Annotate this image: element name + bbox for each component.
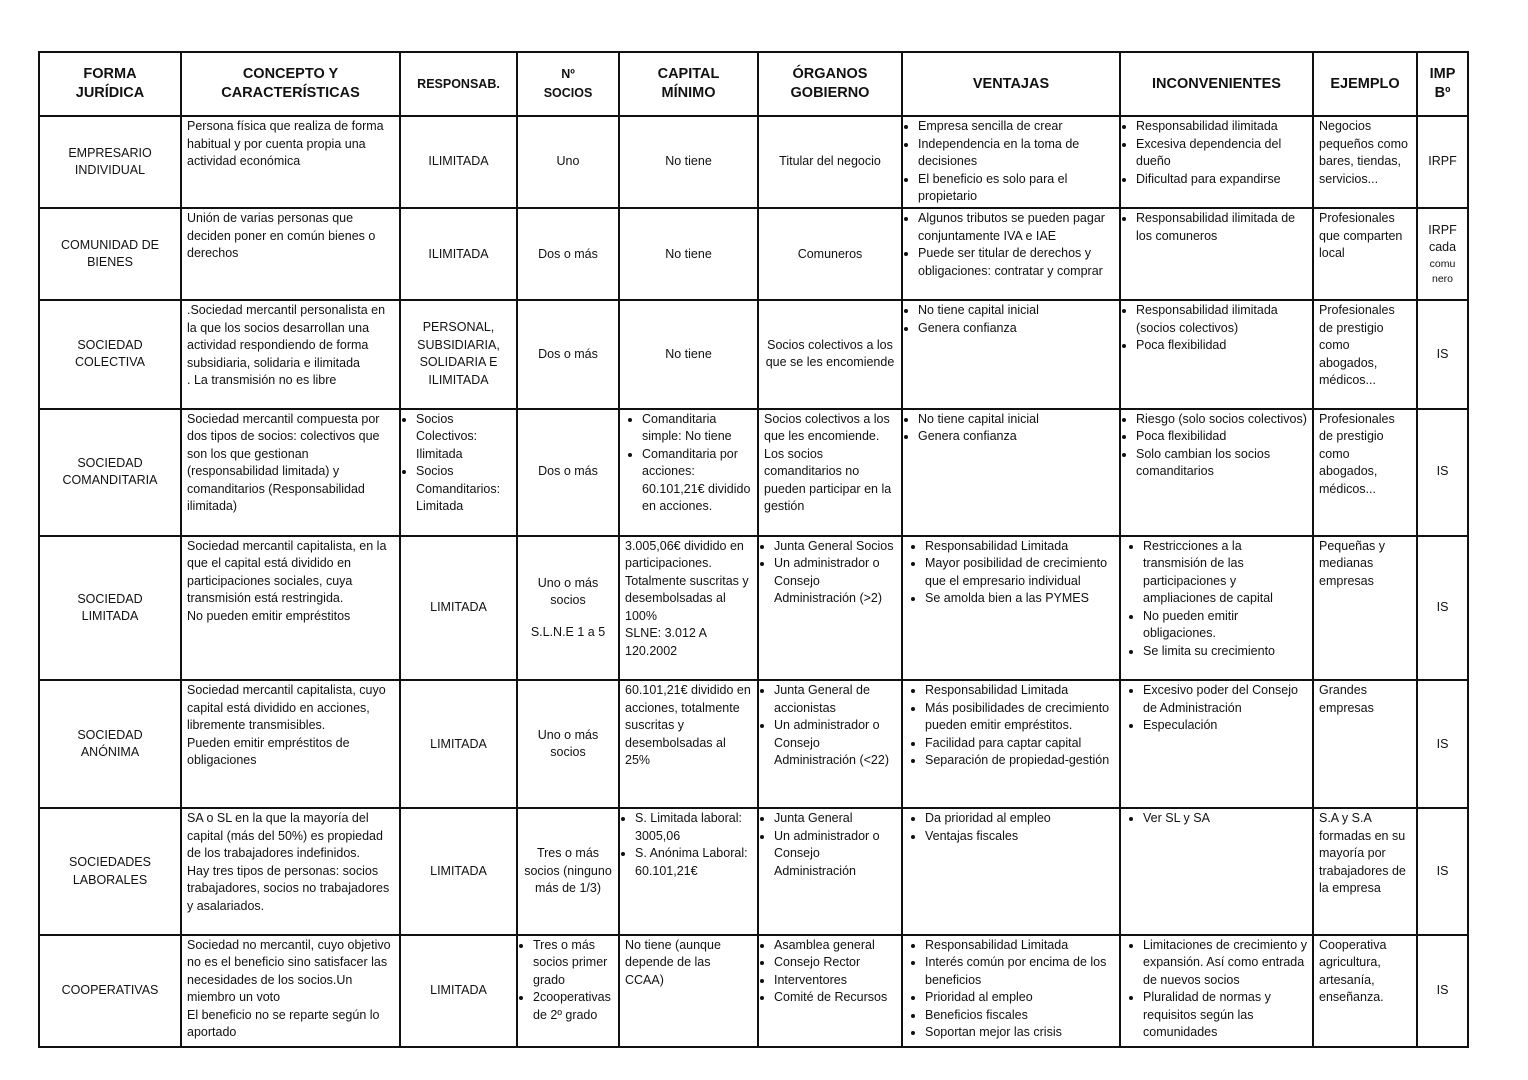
- list-item: • Riesgo (solo socios colectivos): [1136, 411, 1307, 429]
- header-capital: CAPITAL MÍNIMO: [619, 52, 758, 116]
- row-inconvenientes: [1120, 680, 1313, 808]
- row-capital: No tiene: [619, 116, 758, 208]
- list-item: • El beneficio es solo para el propietario: [918, 171, 1114, 206]
- list-item: • Comité de Recursos: [774, 989, 896, 1007]
- row-ejemplo: Profesionales que comparten local: [1313, 208, 1417, 300]
- row-capital: 60.101,21€ dividido en acciones, totalmente suscritas y desembolsadas al 25%: [619, 680, 758, 808]
- row-ventajas: [902, 680, 1120, 808]
- list-item: • Interventores: [774, 972, 896, 990]
- list-item: • Comanditaria por acciones: 60.101,21€ dividido en acciones.: [642, 446, 752, 516]
- table-row: [39, 808, 1468, 934]
- list-item: • Beneficios fiscales: [925, 1007, 1114, 1025]
- list-item: • Responsabilidad ilimitada: [1136, 118, 1307, 136]
- row-capital: [619, 808, 758, 934]
- row-forma: SOCIEDAD COLECTIVA: [39, 300, 181, 408]
- list-item: • Puede ser titular de derechos y obligaciones: contratar y comprar: [918, 245, 1114, 280]
- row-responsab: ILIMITADA: [400, 208, 517, 300]
- list-item: • Interés común por encima de los beneficios: [925, 954, 1114, 989]
- row-ventajas: [902, 208, 1120, 300]
- socios-value: Uno o más socios: [537, 575, 599, 608]
- row-ejemplo: Negocios pequeños como bares, tiendas, servicios...: [1313, 116, 1417, 208]
- row-ejemplo: Grandes empresas: [1313, 680, 1417, 808]
- row-forma: EMPRESARIO INDIVIDUAL: [39, 116, 181, 208]
- row-imp: IRPF: [1417, 116, 1468, 208]
- row-socios: Uno o más socios: [517, 680, 619, 808]
- list-item: • Genera confianza: [918, 428, 1114, 446]
- row-capital: [619, 409, 758, 536]
- list-item: • Prioridad al empleo: [925, 989, 1114, 1007]
- row-inconvenientes: [1120, 300, 1313, 408]
- list-item: • Independencia en la toma de decisiones: [918, 136, 1114, 171]
- list-item: • Facilidad para captar capital: [925, 735, 1114, 753]
- list-item: • S. Limitada laboral: 3005,06: [635, 810, 752, 845]
- imp-main: IRPF cada: [1428, 222, 1457, 255]
- list-item: • Tres o más socios primer grado: [533, 937, 613, 990]
- row-imp: IS: [1417, 409, 1468, 536]
- header-ventajas: VENTAJAS: [902, 52, 1120, 116]
- list-item: • 2cooperativas de 2º grado: [533, 989, 613, 1024]
- row-inconvenientes: [1120, 935, 1313, 1047]
- row-concepto: Unión de varias personas que deciden poner en común bienes o derechos: [181, 208, 400, 300]
- row-organos: [758, 808, 902, 934]
- row-concepto: SA o SL en la que la mayoría del capital (más del 50%) es propiedad de los trabajadores indefinidos. Hay tres tipos de personas: socios trabajadores, socios no trabajadores y asalariados.: [181, 808, 400, 934]
- list-item: • Ventajas fiscales: [925, 828, 1114, 846]
- row-organos: Titular del negocio: [758, 116, 902, 208]
- list-item: • Socios Comanditarios: Limitada: [416, 463, 511, 516]
- list-item: • Junta General de accionistas: [774, 682, 896, 717]
- list-item: • Junta General Socios: [774, 538, 896, 556]
- table-row: [39, 536, 1468, 680]
- row-imp: IS: [1417, 300, 1468, 408]
- row-inconvenientes: [1120, 208, 1313, 300]
- list-item: • No tiene capital inicial: [918, 411, 1114, 429]
- row-imp: [1417, 208, 1468, 300]
- header-responsab: RESPONSAB.: [400, 52, 517, 116]
- list-item: • Junta General: [774, 810, 896, 828]
- row-responsab: LIMITADA: [400, 808, 517, 934]
- row-ejemplo: Profesionales de prestigio como abogados, médicos...: [1313, 300, 1417, 408]
- row-concepto: Sociedad mercantil compuesta por dos tipos de socios: colectivos que son los que gestionan (responsabilidad limitada) y comanditarios (Responsabilidad ilimitada): [181, 409, 400, 536]
- row-socios: Dos o más: [517, 300, 619, 408]
- list-item: • Socios Colectivos: Ilimitada: [416, 411, 511, 464]
- list-item: • Separación de propiedad-gestión: [925, 752, 1114, 770]
- list-item: • Responsabilidad ilimitada (socios colectivos): [1136, 302, 1307, 337]
- header-inconvenientes: INCONVENIENTES: [1120, 52, 1313, 116]
- row-ejemplo: S.A y S.A formadas en su mayoría por trabajadores de la empresa: [1313, 808, 1417, 934]
- row-responsab: LIMITADA: [400, 536, 517, 680]
- row-organos: Socios colectivos a los que les encomiende. Los socios comanditarios no pueden participar en la gestión: [758, 409, 902, 536]
- imp-sub: comu nero: [1429, 257, 1456, 285]
- list-item: • Poca flexibilidad: [1136, 337, 1307, 355]
- row-ejemplo: Pequeñas y medianas empresas: [1313, 536, 1417, 680]
- list-item: • Más posibilidades de crecimiento pueden emitir empréstitos.: [925, 700, 1114, 735]
- row-capital: 3.005,06€ dividido en participaciones. Totalmente suscritas y desembolsadas al 100% SLNE: 3.012 A 120.2002: [619, 536, 758, 680]
- list-item: • Un administrador o Consejo Administración: [774, 828, 896, 881]
- header-forma: FORMA JURÍDICA: [39, 52, 181, 116]
- row-ventajas: [902, 409, 1120, 536]
- table-row: [39, 680, 1468, 808]
- list-item: • Poca flexibilidad: [1136, 428, 1307, 446]
- list-item: • Solo cambian los socios comanditarios: [1136, 446, 1307, 481]
- table-row: [39, 935, 1468, 1047]
- row-concepto: Persona física que realiza de forma habitual y por cuenta propia una actividad económica: [181, 116, 400, 208]
- table-row: [39, 409, 1468, 536]
- row-ventajas: [902, 935, 1120, 1047]
- row-socios: Tres o más socios (ninguno más de 1/3): [517, 808, 619, 934]
- list-item: • Responsabilidad Limitada: [925, 682, 1114, 700]
- list-item: • Da prioridad al empleo: [925, 810, 1114, 828]
- row-ventajas: [902, 536, 1120, 680]
- table-row: [39, 208, 1468, 300]
- row-inconvenientes: [1120, 808, 1313, 934]
- table-row: [39, 300, 1468, 408]
- list-item: • No pueden emitir obligaciones.: [1143, 608, 1307, 643]
- row-concepto: Sociedad mercantil capitalista, en la que el capital está dividido en participaciones sociales, cuya transmisión está restringida. No pueden emitir empréstitos: [181, 536, 400, 680]
- list-item: • Responsabilidad ilimitada de los comuneros: [1136, 210, 1307, 245]
- row-responsab: LIMITADA: [400, 935, 517, 1047]
- list-item: • Responsabilidad Limitada: [925, 937, 1114, 955]
- table-row: [39, 116, 1468, 208]
- row-ventajas: [902, 300, 1120, 408]
- row-forma: COOPERATIVAS: [39, 935, 181, 1047]
- header-row: [39, 52, 1468, 116]
- row-socios: Dos o más: [517, 409, 619, 536]
- list-item: • Comanditaria simple: No tiene: [642, 411, 752, 446]
- row-concepto: Sociedad no mercantil, cuyo objetivo no es el beneficio sino satisfacer las necesidades de los socios.Un miembro un voto El beneficio no se reparte según lo aportado: [181, 935, 400, 1047]
- list-item: • Consejo Rector: [774, 954, 896, 972]
- header-organos: ÓRGANOS GOBIERNO: [758, 52, 902, 116]
- row-responsab: LIMITADA: [400, 680, 517, 808]
- list-item: • Genera confianza: [918, 320, 1114, 338]
- row-inconvenientes: [1120, 536, 1313, 680]
- row-capital: No tiene: [619, 300, 758, 408]
- row-inconvenientes: [1120, 116, 1313, 208]
- row-ejemplo: Cooperativa agricultura, artesanía, enseñanza.: [1313, 935, 1417, 1047]
- row-concepto: Sociedad mercantil capitalista, cuyo capital está dividido en acciones, libremente transmisibles. Pueden emitir empréstitos de obligaciones: [181, 680, 400, 808]
- list-item: • Se amolda bien a las PYMES: [925, 590, 1114, 608]
- header-ejemplo: EJEMPLO: [1313, 52, 1417, 116]
- row-forma: SOCIEDAD COMANDITARIA: [39, 409, 181, 536]
- row-ventajas: [902, 116, 1120, 208]
- row-socios: [517, 935, 619, 1047]
- row-capital: No tiene: [619, 208, 758, 300]
- row-capital: No tiene (aunque depende de las CCAA): [619, 935, 758, 1047]
- header-socios: Nº SOCIOS: [517, 52, 619, 116]
- list-item: • Mayor posibilidad de crecimiento que el empresario individual: [925, 555, 1114, 590]
- legal-forms-table: [38, 51, 1469, 1048]
- list-item: • Asamblea general: [774, 937, 896, 955]
- row-forma: SOCIEDADES LABORALES: [39, 808, 181, 934]
- socios-extra: S.L.N.E 1 a 5: [530, 624, 606, 639]
- list-item: • Especulación: [1143, 717, 1307, 735]
- list-item: • Responsabilidad Limitada: [925, 538, 1114, 556]
- row-socios: Dos o más: [517, 208, 619, 300]
- header-concepto: CONCEPTO Y CARACTERÍSTICAS: [181, 52, 400, 116]
- row-imp: IS: [1417, 536, 1468, 680]
- list-item: • Algunos tributos se pueden pagar conjuntamente IVA e IAE: [918, 210, 1114, 245]
- row-socios: [517, 536, 619, 680]
- list-item: • Limitaciones de crecimiento y expansión. Así como entrada de nuevos socios: [1143, 937, 1307, 990]
- list-item: • No tiene capital inicial: [918, 302, 1114, 320]
- list-item: • Excesiva dependencia del dueño: [1136, 136, 1307, 171]
- list-item: • Soportan mejor las crisis: [925, 1024, 1114, 1042]
- row-organos: Socios colectivos a los que se les encomiende: [758, 300, 902, 408]
- list-item: • Ver SL y SA: [1143, 810, 1307, 828]
- row-imp: IS: [1417, 808, 1468, 934]
- row-organos: Comuneros: [758, 208, 902, 300]
- row-socios: Uno: [517, 116, 619, 208]
- row-ventajas: [902, 808, 1120, 934]
- row-imp: IS: [1417, 935, 1468, 1047]
- row-forma: SOCIEDAD ANÓNIMA: [39, 680, 181, 808]
- row-responsab: [400, 409, 517, 536]
- list-item: • Dificultad para expandirse: [1136, 171, 1307, 189]
- row-organos: [758, 536, 902, 680]
- row-organos: [758, 680, 902, 808]
- list-item: • Se limita su crecimiento: [1143, 643, 1307, 661]
- row-inconvenientes: [1120, 409, 1313, 536]
- list-item: • Excesivo poder del Consejo de Administración: [1143, 682, 1307, 717]
- header-imp: IMP Bº: [1417, 52, 1468, 116]
- list-item: • Empresa sencilla de crear: [918, 118, 1114, 136]
- list-item: • Restricciones a la transmisión de las participaciones y ampliaciones de capital: [1143, 538, 1307, 608]
- list-item: • Un administrador o Consejo Administración (<22): [774, 717, 896, 770]
- row-responsab: PERSONAL, SUBSIDIARIA, SOLIDARIA E ILIMITADA: [400, 300, 517, 408]
- row-concepto: .Sociedad mercantil personalista en la que los socios desarrollan una actividad respondiendo de forma subsidiaria, solidaria e ilimitada . La transmisión no es libre: [181, 300, 400, 408]
- list-item: • Pluralidad de normas y requisitos según las comunidades: [1143, 989, 1307, 1042]
- row-forma: SOCIEDAD LIMITADA: [39, 536, 181, 680]
- row-organos: [758, 935, 902, 1047]
- row-ejemplo: Profesionales de prestigio como abogados, médicos...: [1313, 409, 1417, 536]
- list-item: • S. Anónima Laboral: 60.101,21€: [635, 845, 752, 880]
- row-forma: COMUNIDAD DE BIENES: [39, 208, 181, 300]
- row-imp: IS: [1417, 680, 1468, 808]
- list-item: • Un administrador o Consejo Administración (>2): [774, 555, 896, 608]
- row-responsab: ILIMITADA: [400, 116, 517, 208]
